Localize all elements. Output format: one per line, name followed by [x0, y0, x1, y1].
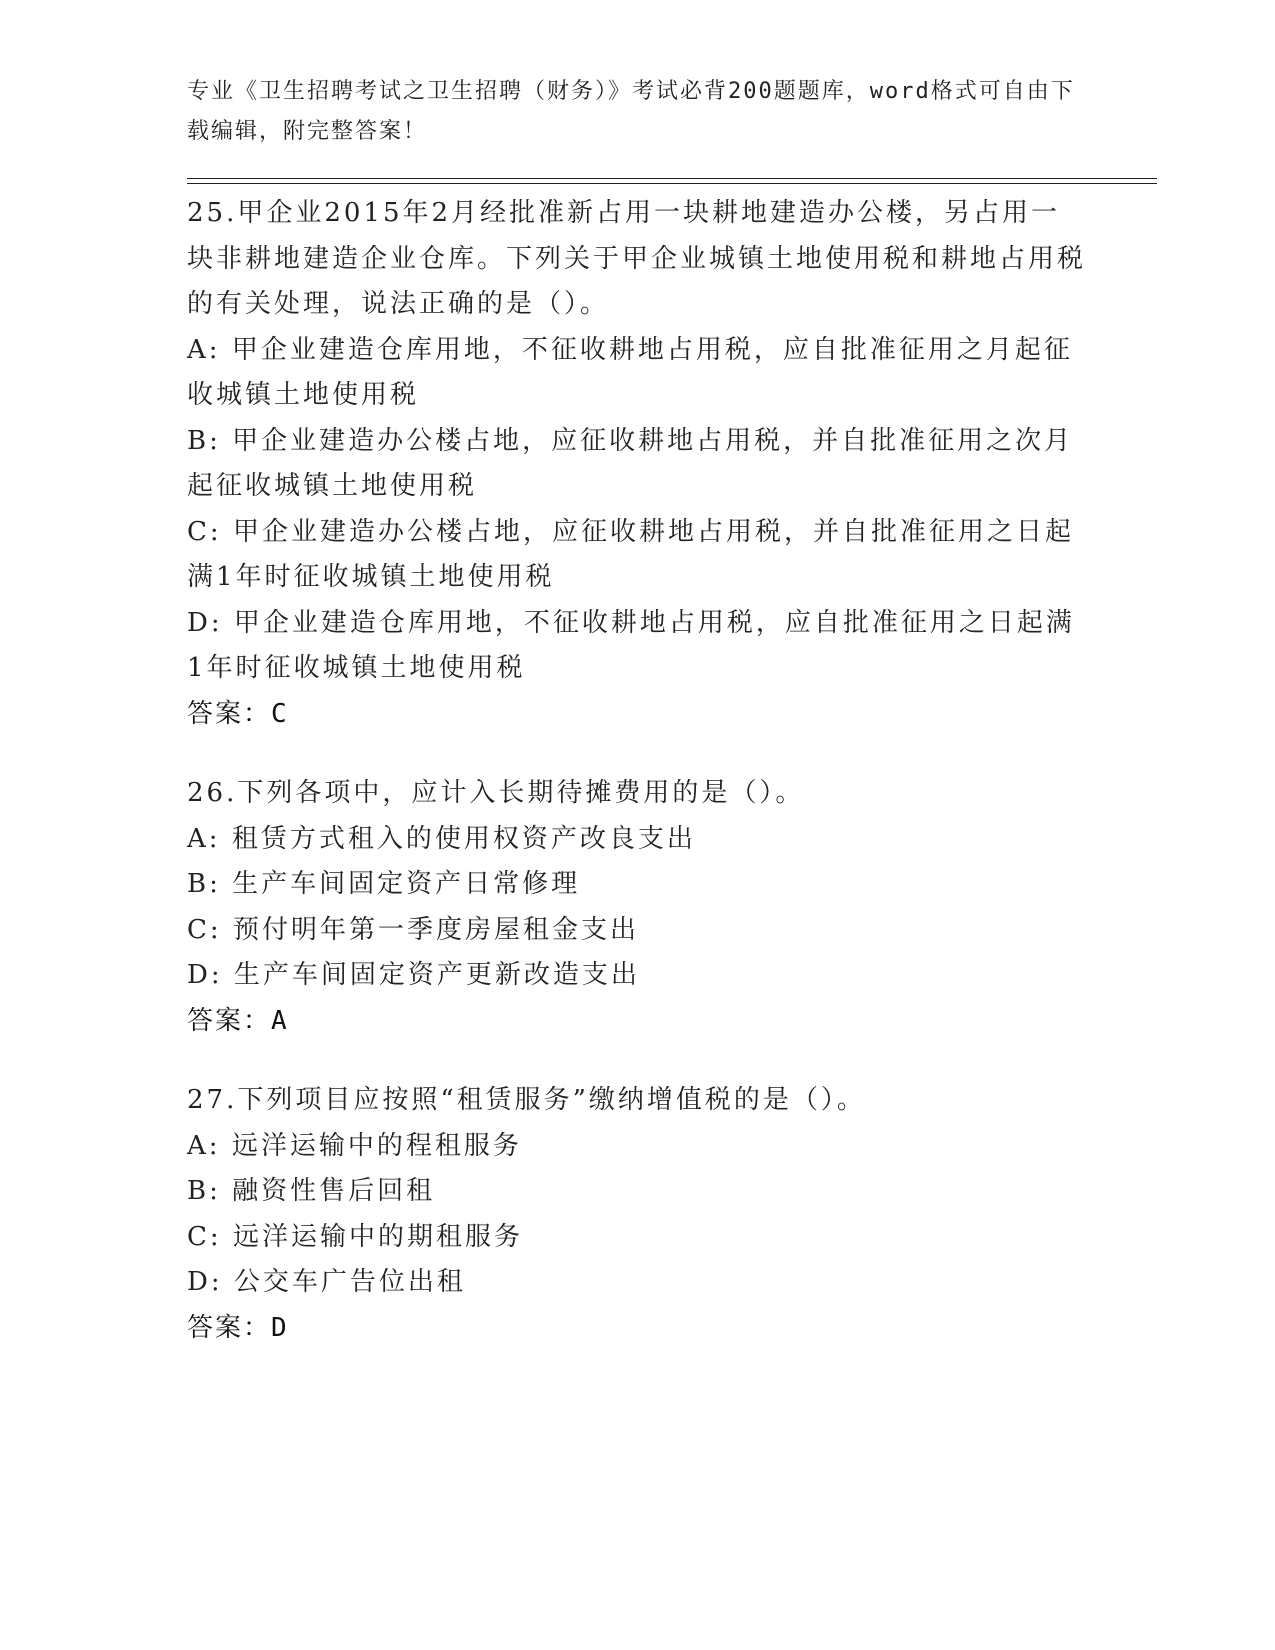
- header-divider-top: [187, 178, 1157, 179]
- option-a: [187, 1124, 1087, 1170]
- option-separator: :: [209, 869, 233, 899]
- option-text: 甲企业建造仓库用地，不征收耕地占用税，应自批准征用之月起征收城镇土地使用税: [187, 334, 1073, 410]
- option-separator: :: [209, 1221, 233, 1252]
- question-list: [187, 191, 1087, 1385]
- answer-label: 答案：: [187, 1005, 272, 1036]
- option-text: 融资性售后回租: [232, 1176, 436, 1206]
- option-c: [187, 510, 1087, 601]
- option-label: D: [187, 960, 211, 990]
- question-stem: 27.下列项目应按照“租赁服务”缴纳增值税的是（）。: [187, 1085, 866, 1115]
- option-separator: :: [209, 1176, 233, 1206]
- answer-line: [187, 999, 1087, 1045]
- answer-line: [187, 692, 1087, 738]
- option-text: 甲企业建造办公楼占地，应征收耕地占用税，并自批准征用之次月起征收城镇土地使用税: [187, 425, 1074, 501]
- option-label: A: [187, 823, 209, 854]
- answer-label: 答案：: [187, 1312, 272, 1343]
- option-label: D: [187, 607, 211, 638]
- option-b: [187, 1169, 1087, 1215]
- question-stem: 25.甲企业2015年2月经批准新占用一块耕地建造办公楼，另占用一块非耕地建造企业仓库。下列关于甲企业城镇土地使用税和耕地占用税的有关处理，说法正确的是（）。: [187, 198, 1087, 319]
- option-text: 甲企业建造仓库用地，不征收耕地占用税，应自批准征用之日起满1年时征收城镇土地使用税: [187, 607, 1075, 683]
- option-d: [187, 601, 1087, 692]
- option-text: 租赁方式租入的使用权资产改良支出: [231, 823, 696, 854]
- option-text: 公交车广告位出租: [233, 1267, 466, 1297]
- question-25: [187, 191, 1087, 737]
- option-text: 远洋运输中的程租服务: [231, 1130, 522, 1161]
- option-label: C: [187, 1221, 210, 1252]
- option-separator: :: [210, 607, 234, 638]
- option-separator: :: [209, 516, 233, 547]
- option-label: D: [187, 1267, 211, 1297]
- option-text: 生产车间固定资产日常修理: [232, 869, 581, 899]
- option-separator: :: [209, 914, 233, 945]
- answer-value: D: [271, 1312, 289, 1343]
- option-label: C: [187, 516, 210, 547]
- question-27: [187, 1078, 1087, 1351]
- document-header: [187, 72, 1077, 152]
- option-label: A: [187, 334, 209, 365]
- option-d: [187, 953, 1087, 999]
- option-text: 预付明年第一季度房屋租金支出: [232, 914, 639, 945]
- option-separator: :: [209, 425, 233, 456]
- answer-value: C: [271, 698, 289, 729]
- option-label: B: [187, 425, 210, 456]
- option-separator: :: [208, 823, 232, 854]
- option-d: [187, 1260, 1087, 1306]
- option-label: C: [187, 914, 210, 945]
- option-separator: :: [208, 1130, 232, 1161]
- question-26: [187, 771, 1087, 1044]
- option-c: [187, 1215, 1087, 1261]
- option-c: [187, 908, 1087, 954]
- option-separator: :: [210, 960, 234, 990]
- option-text: 远洋运输中的期租服务: [232, 1221, 523, 1252]
- option-label: A: [187, 1130, 209, 1161]
- option-b: [187, 419, 1087, 510]
- answer-label: 答案：: [187, 698, 272, 729]
- option-text: 生产车间固定资产更新改造支出: [233, 960, 640, 990]
- header-text: 专业《卫生招聘考试之卫生招聘（财务）》考试必背200题题库，word格式可自由下载编辑，附完整答案！: [187, 79, 1075, 144]
- option-label: B: [187, 869, 210, 899]
- option-text: 甲企业建造办公楼占地，应征收耕地占用税，并自批准征用之日起满1年时征收城镇土地使用税: [187, 516, 1074, 592]
- answer-value: A: [271, 1005, 289, 1036]
- option-a: [187, 817, 1087, 863]
- option-b: [187, 862, 1087, 908]
- option-separator: :: [208, 334, 232, 365]
- question-stem: 26.下列各项中，应计入长期待摊费用的是（）。: [187, 778, 805, 808]
- option-label: B: [187, 1176, 210, 1206]
- answer-line: [187, 1306, 1087, 1352]
- header-divider-bottom: [187, 183, 1157, 184]
- option-a: [187, 328, 1087, 419]
- option-separator: :: [210, 1267, 234, 1297]
